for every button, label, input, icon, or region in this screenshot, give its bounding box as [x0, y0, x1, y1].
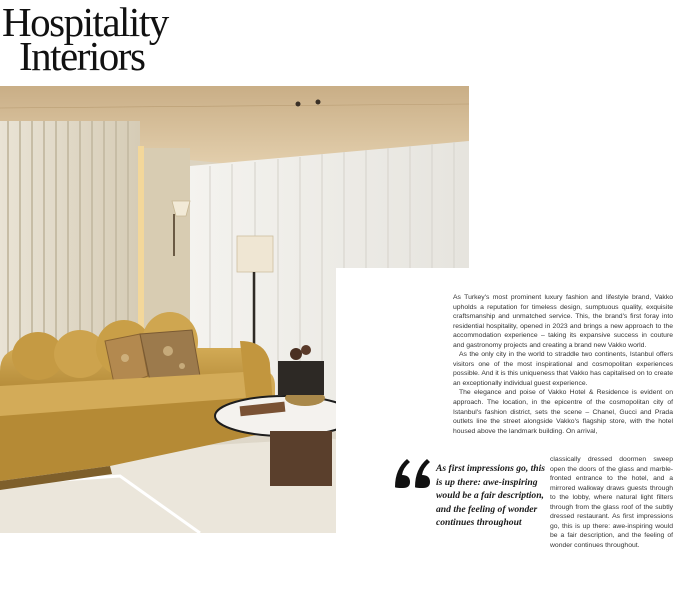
quote-mark-icon [393, 455, 433, 489]
magazine-masthead [2, 0, 242, 79]
article-paragraph-2: As the only city in the world to straddle two continents, Istanbul offers visitors one of the most inspirational and cosmopolitan experiences possible. And it is this uniqueness that Vakko has capitalised on to create an exceptionally individual guest experience. [453, 351, 673, 387]
article-wrap-text: classically dressed doormen sweep open the doors of the glass and marble-fronted entrance to the hotel, and a mirrored walkway draws guests through to the lobby, where natural light filters through from the glass roof of the subtly dressed restaurant. As first impressions go, this is up there: awe-inspiring would be a fair description, and the feeling of wonder continues throughout. [550, 456, 673, 549]
article-paragraph-3: The elegance and poise of Vakko Hotel & Residence is evident on approach. The location, in the epicentre of the cosmopolitan city of Istanbul's fashion district, sets the scene – Chanel, Gucci and Prada outlets line the street alongside Vakko's flagship store, with the hotel housed above the landmark building. On arrival, [453, 389, 673, 435]
pull-quote: As first impressions go, this is up there: awe-inspiring would be a fair description, and the feeling of wonder continues throughout [436, 463, 546, 529]
masthead-line-1: Hospitality [2, 0, 168, 45]
article-paragraph-1: As Turkey's most prominent luxury fashion and lifestyle brand, Vakko upholds a reputation for timeless design, sumptuous quality, exquisite craftsmanship and unmatched service. This, the brand's first foray into residential hospitality, opened in 2023 and brings a new approach to the accommodation experience – taking its expansive success in couture and gastronomy projects and creating a brand new Vakko world. [453, 294, 673, 349]
masthead-line-2: Interiors [19, 33, 145, 79]
article-body-column [453, 293, 673, 549]
